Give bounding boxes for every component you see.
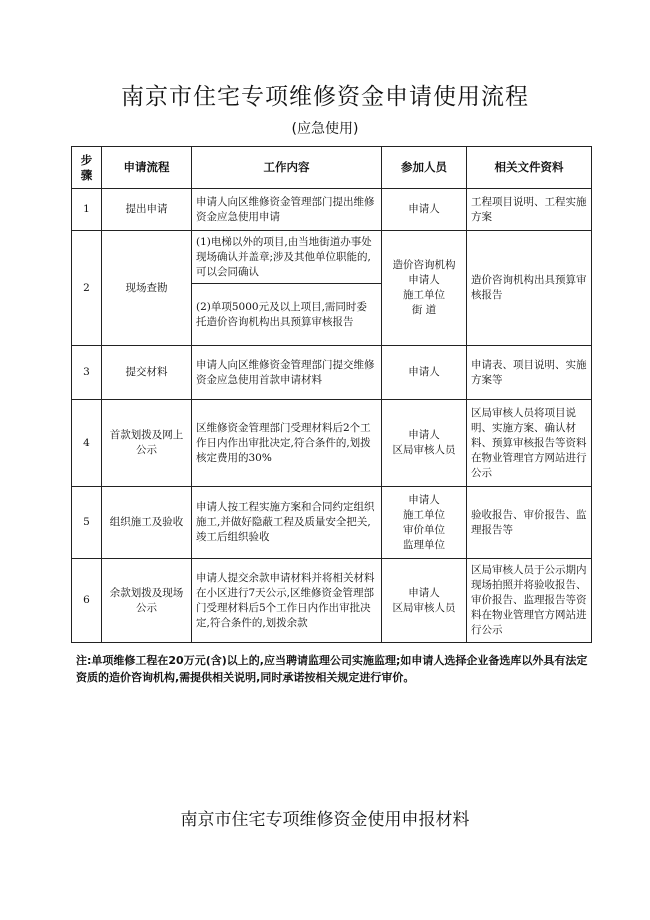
step-cell: 5 (72, 487, 102, 559)
content-cell: 申请人提交余款申请材料并将相关材料在小区进行7天公示,区维修资金管理部门受理材料后5个工作日内作出审批决定,符合条件的,划拨余款 (192, 559, 382, 643)
people-cell: 申请人 (382, 189, 467, 231)
docs-cell: 申请表、项目说明、实施方案等 (467, 346, 592, 400)
table-row (72, 487, 592, 559)
table-row (72, 231, 592, 284)
process-cell: 首款划拨及网上公示 (102, 400, 192, 487)
content-cell: (1)电梯以外的项目,由当地街道办事处现场确认并盖章;涉及其他单位职能的,可以会同确认 (192, 231, 382, 284)
step-cell: 4 (72, 400, 102, 487)
process-cell: 余款划拨及现场公示 (102, 559, 192, 643)
content-cell: 申请人向区维修资金管理部门提出维修资金应急使用申请 (192, 189, 382, 231)
step-cell: 2 (72, 231, 102, 346)
table-row (72, 346, 592, 400)
table-row (72, 400, 592, 487)
process-cell: 组织施工及验收 (102, 487, 192, 559)
table-row (72, 559, 592, 643)
process-cell: 现场查勘 (102, 231, 192, 346)
people-cell: 造价咨询机构 申请人 施工单位 街 道 (382, 231, 467, 346)
docs-cell: 工程项目说明、工程实施方案 (467, 189, 592, 231)
content-cell: 申请人向区维修资金管理部门提交维修资金应急使用首款申请材料 (192, 346, 382, 400)
people-cell: 申请人 (382, 346, 467, 400)
docs-cell: 区局审核人员于公示期内现场拍照并将验收报告、审价报告、监理报告等资料在物业管理官方网站进行公示 (467, 559, 592, 643)
docs-cell: 造价咨询机构出具预算审核报告 (467, 231, 592, 346)
header-step: 步骤 (72, 147, 102, 189)
page-subtitle: (应急使用) (291, 121, 359, 137)
people-cell: 申请人 施工单位 审价单位 监理单位 (382, 487, 467, 559)
docs-cell: 区局审核人员将项目说明、实施方案、确认材料、预算审核报告等资料在物业管理官方网站进行公示 (467, 400, 592, 487)
content-cell: 区维修资金管理部门受理材料后2个工作日内作出审批决定,符合条件的,划拨核定费用的30% (192, 400, 382, 487)
people-cell: 申请人 区局审核人员 (382, 559, 467, 643)
process-cell: 提交材料 (102, 346, 192, 400)
section-title: 南京市住宅专项维修资金使用申报材料 (180, 810, 470, 830)
header-people: 参加人员 (382, 147, 467, 189)
step-cell: 1 (72, 189, 102, 231)
header-process: 申请流程 (102, 147, 192, 189)
process-cell: 提出申请 (102, 189, 192, 231)
step-cell: 6 (72, 559, 102, 643)
table-header-row (72, 147, 592, 189)
content-cell: (2)单项5000元及以上项目,需同时委托造价咨询机构出具预算审核报告 (192, 284, 382, 346)
page-title: 南京市住宅专项维修资金申请使用流程 (121, 84, 529, 110)
procedure-table (71, 146, 592, 643)
content-cell: 申请人按工程实施方案和合同约定组织施工,并做好隐蔽工程及质量安全把关,竣工后组织验收 (192, 487, 382, 559)
docs-cell: 验收报告、审价报告、监理报告等 (467, 487, 592, 559)
table-row (72, 189, 592, 231)
step-cell: 3 (72, 346, 102, 400)
header-docs: 相关文件资料 (467, 147, 592, 189)
header-content: 工作内容 (192, 147, 382, 189)
people-cell: 申请人 区局审核人员 (382, 400, 467, 487)
footnote: 注:单项维修工程在20万元(含)以上的,应当聘请监理公司实施监理;如申请人选择企业备选库以外具有法定资质的造价咨询机构,需提供相关说明,同时承诺按相关规定进行审价。 (76, 654, 588, 684)
